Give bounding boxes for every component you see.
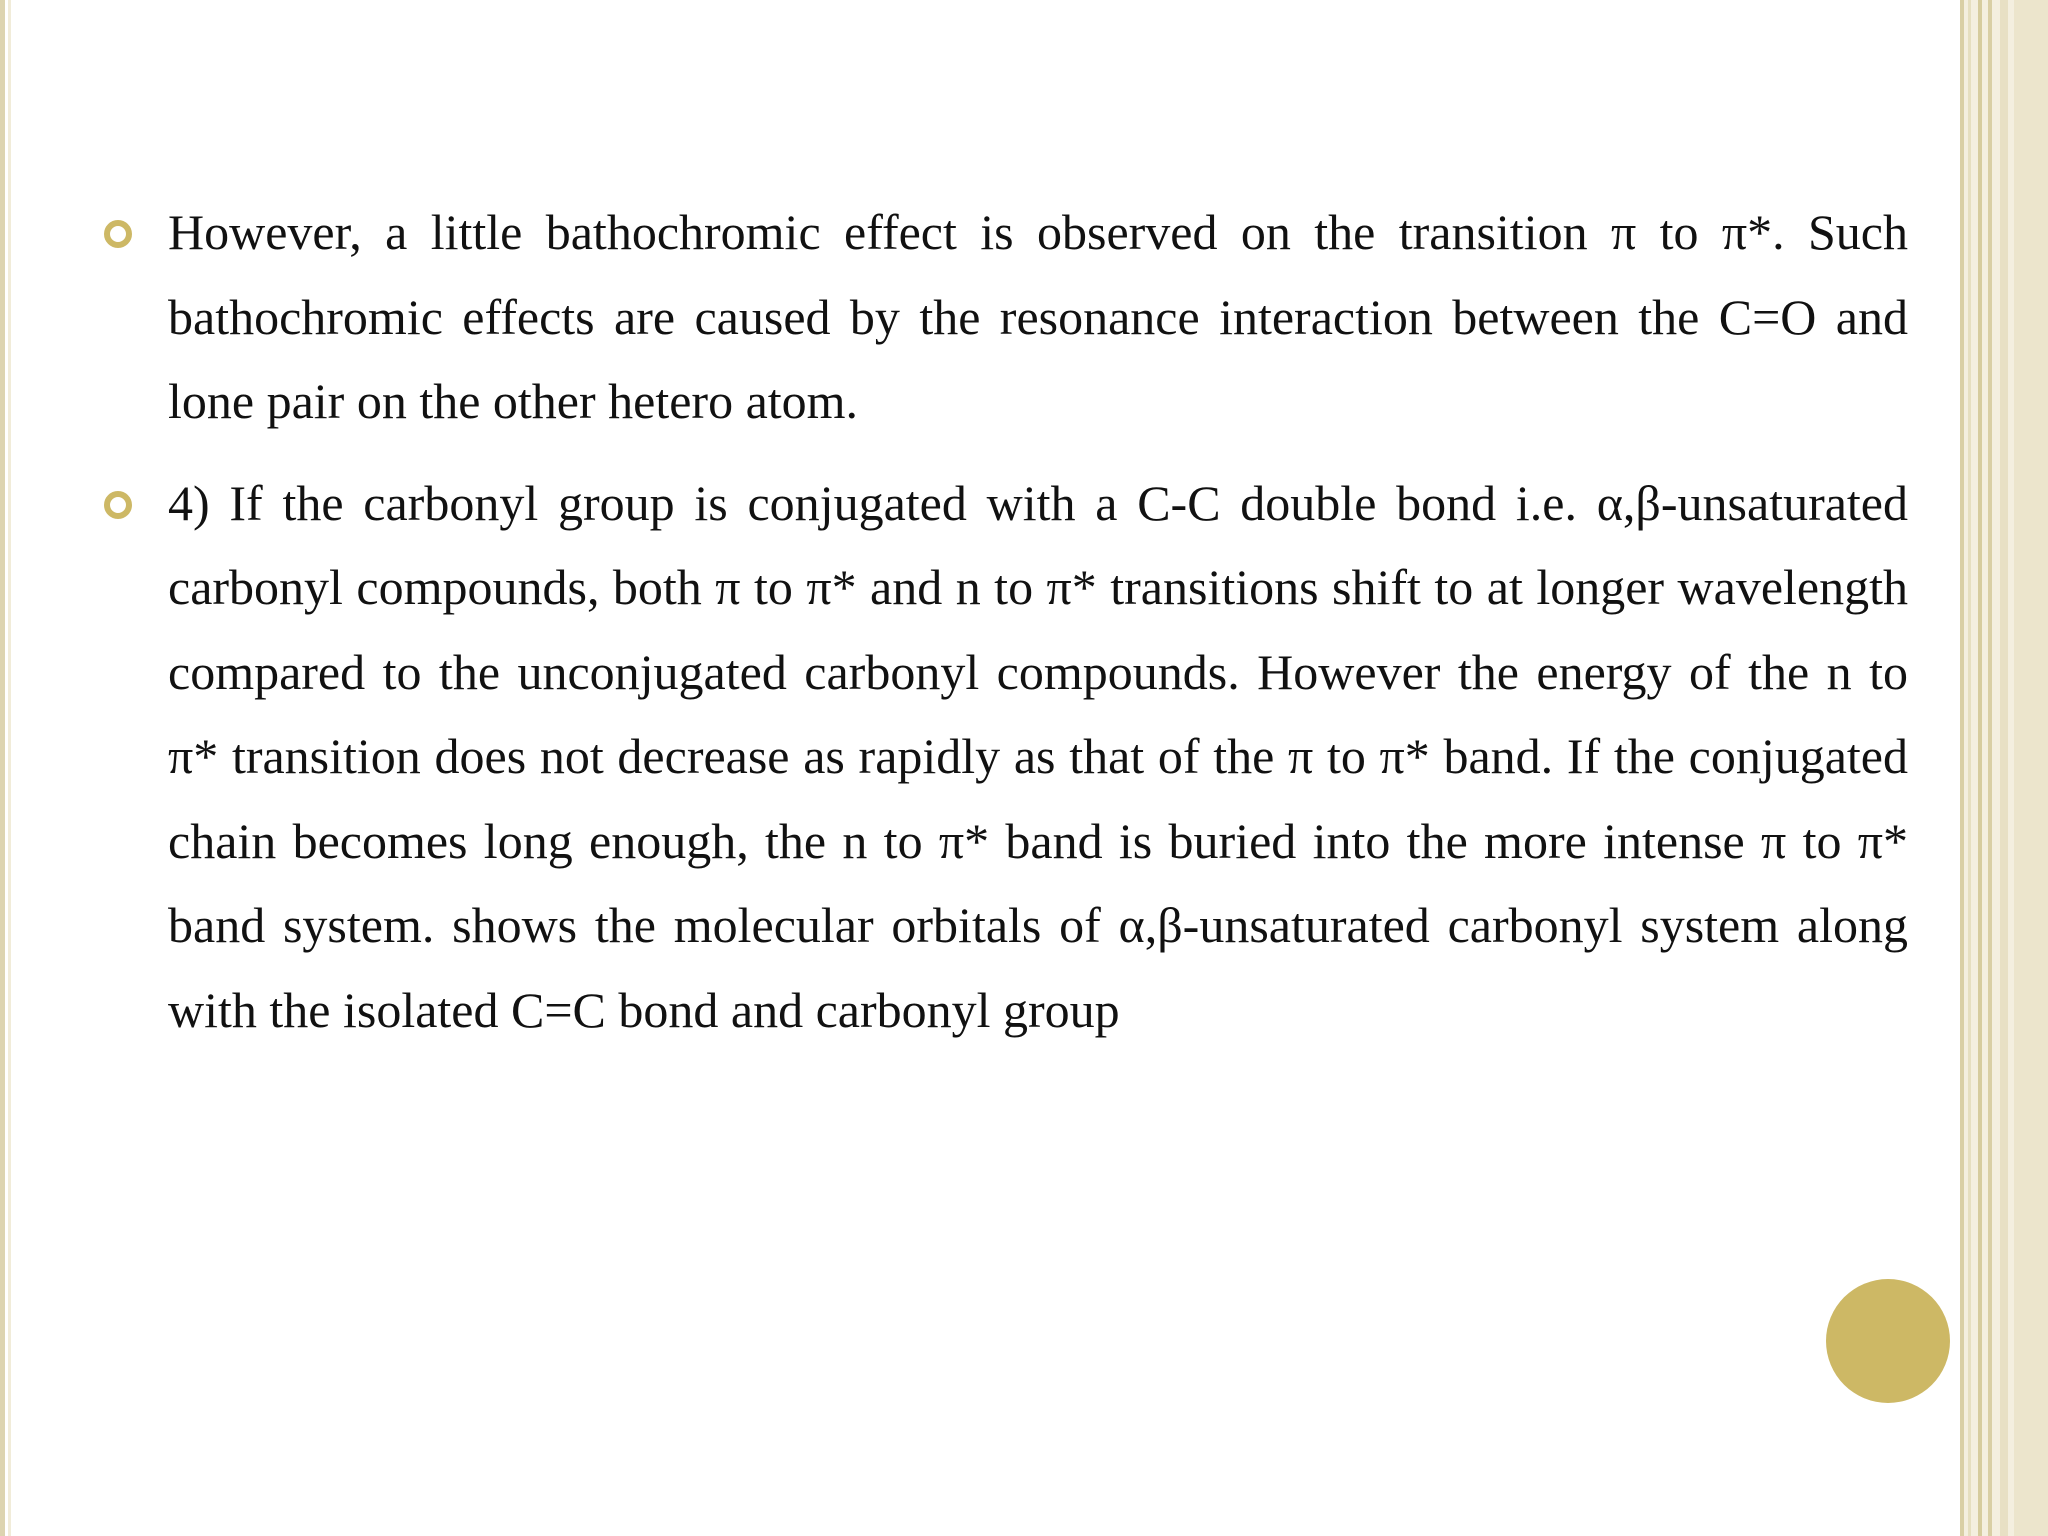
right-decorative-line [1968, 0, 1971, 1536]
gold-circle-icon [1826, 1279, 1950, 1403]
bullet-item [104, 461, 1908, 1053]
left-border-stripe-inner [8, 0, 11, 1536]
bullet-text: 4) If the carbonyl group is conjugated with a C-C double bond i.e. α,β-unsaturated carbonyl compounds, both π to π* and n to π* transitions shift to at longer wavelength compared to the unconjugated carbonyl compounds. However the energy of the n to π* transition does not decrease as rapidly as that of the π to π* band. If the conjugated chain becomes long enough, the n to π* band is buried into the more intense π to π* band system. shows the molecular orbitals of α,β-unsaturated carbonyl system along with the isolated C=C bond and carbonyl group [168, 474, 1908, 1038]
right-decorative-line [1960, 0, 1964, 1536]
hollow-circle-bullet-icon [104, 220, 132, 248]
right-decorative-line [2000, 0, 2008, 1536]
right-decorative-line [1978, 0, 1982, 1536]
bullet-text: However, a little bathochromic effect is observed on the transition π to π*. Such bathochromic effects are caused by the resonance interaction between the C=O and lone pair on the other hetero atom. [168, 204, 1908, 429]
hollow-circle-bullet-icon [104, 491, 132, 519]
left-border-stripe [0, 0, 5, 1536]
bullet-item [104, 190, 1908, 444]
right-decorative-line [2014, 0, 2048, 1536]
slide-body [104, 190, 1908, 1069]
right-decorative-line [1988, 0, 1992, 1536]
